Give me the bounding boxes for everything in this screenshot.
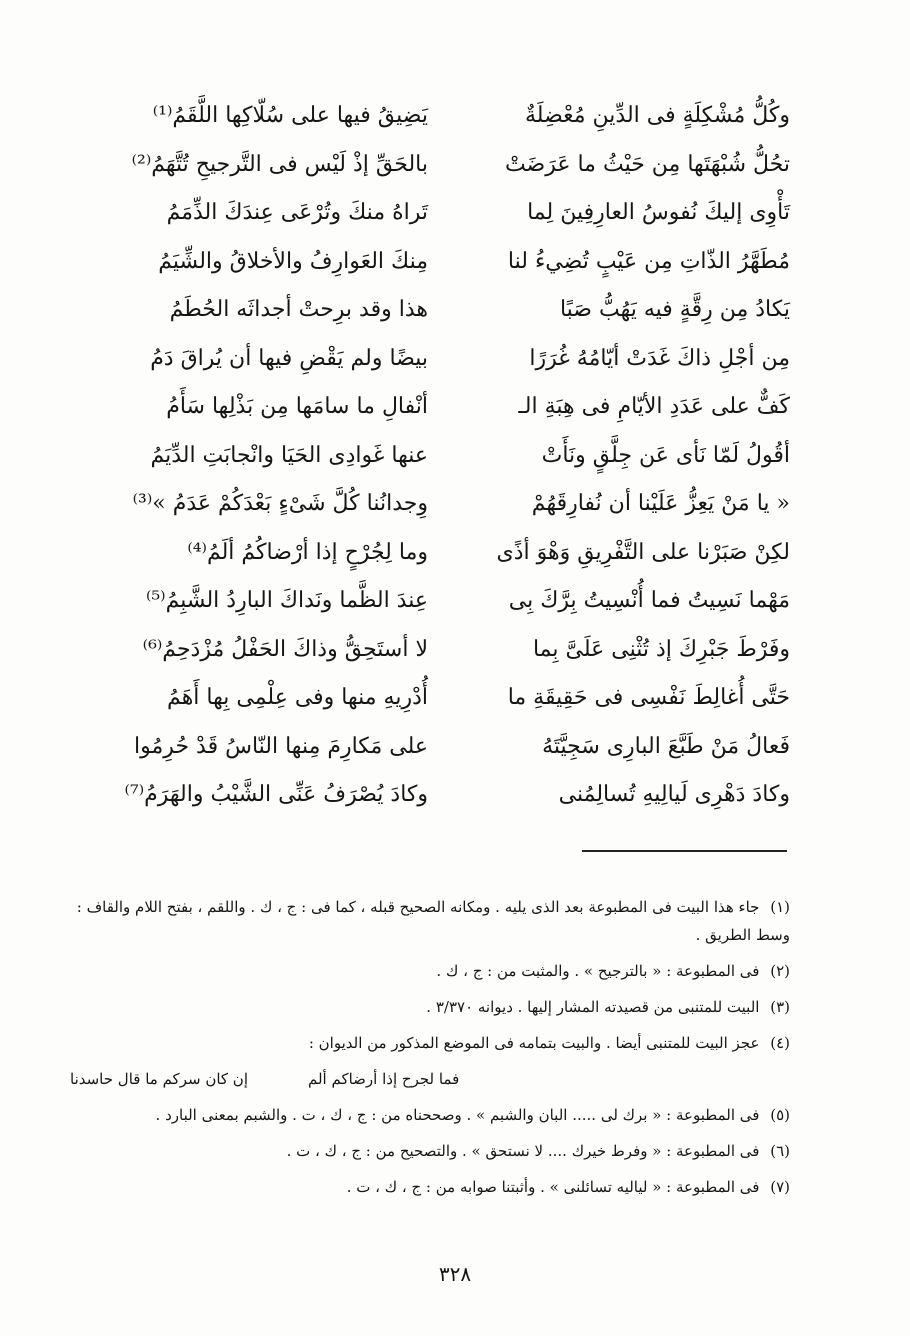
verse-second-hemistich: أنْفالِ ما سامَها مِن بَذْلِها سَأَمُ	[166, 394, 428, 420]
verse-first-hemistich: أقُولُ لَمّا نَأى عَن جِلَّقٍ ونَأَتْ	[541, 442, 790, 468]
footnote-number: (١)	[770, 898, 790, 916]
verse-second-hemistich: هذا وقد برِحتْ أجداثَه الحُطَمُ	[169, 297, 428, 323]
verse-second-hemistich: وما لِجُرْحٍ إذا أرْضاكُمُ ألَمُ⁽⁴⁾	[187, 539, 428, 565]
footnote-number: (٥)	[770, 1106, 790, 1124]
verse-first-hemistich: « يا مَنْ يَعِزُّ عَلَيْنا أن نُفارِقَهُمْ	[531, 491, 790, 517]
footnotes-section	[70, 893, 790, 1209]
footnote-text: جاء هذا البيت فى المطبوعة بعد الذى يليه . ومكانه الصحيح قبله ، كما فى : ج ، ك . واللقم ، بفتح اللام والقاف : وسط الطريق .	[76, 898, 790, 944]
verse-second-hemistich: عِندَ الظَّما ونَداكَ البارِدُ الشَّبِمُ⁽⁵⁾	[145, 588, 428, 614]
verse-first-hemistich: فَعالُ مَنْ طَبَّعَ البارِى سَجِيَّتَهُ	[542, 733, 790, 759]
footnote-number: (٦)	[770, 1142, 790, 1160]
verse-line	[98, 141, 790, 190]
verse-first-hemistich: لكِنْ صَبَرْنا على التَّفْرِيقِ وَهْوَ أذًى	[496, 539, 790, 565]
verse-second-hemistich: وِجدانُنا كُلَّ شَىْءٍ بَعْدَكُمْ عَدَمُ »⁽³⁾	[132, 491, 428, 517]
verse-first-hemistich: وكُلُّ مُشْكِلَةٍ فى الدِّينِ مُعْضِلَةٌ	[524, 103, 790, 129]
verse-line	[98, 432, 790, 481]
footnote-text: فى المطبوعة : « بالترجيح » . والمثبت من : ج ، ك .	[436, 962, 760, 980]
footnote-number: (٢)	[770, 962, 790, 980]
verse-first-hemistich: تَأْوِى إليكَ نُفوسُ العارِفِينَ لِما	[527, 200, 790, 226]
footnote-text: فى المطبوعة : « برك لى ..... البان والشبم » . وصححناه من : ج ، ك ، ت . والشبم بمعنى البارد .	[155, 1106, 760, 1124]
verse-line	[98, 723, 790, 772]
page-number: ٣٢٨	[438, 1262, 472, 1286]
footnote	[70, 1173, 790, 1201]
verse-first-hemistich: وكادَ دَهْرِى لَيالِيهِ تُسالِمُنى	[558, 782, 790, 808]
verse-first-hemistich: تحُلُّ شُبْهَتَها مِن حَيْثُ ما عَرَضَتْ	[504, 151, 790, 177]
footnote-text: عجز البيت للمتنبى أيضا . والبيت بتمامه فى الموضع المذكور من الديوان :	[308, 1034, 760, 1052]
quoted-verse-second: فما لجرح إذا أرضاكم ألم	[308, 1070, 460, 1088]
verse-line	[98, 529, 790, 578]
verse-line	[98, 771, 790, 820]
verse-second-hemistich: تَراهُ منكَ وتُرْعَى عِندَكَ الذِّمَمُ	[166, 200, 428, 226]
footnote	[70, 1137, 790, 1165]
verse-first-hemistich: مَهْما نَسِيتُ فما أُنْسِيتُ بِرَّكَ بِى	[508, 588, 790, 614]
verse-first-hemistich: يَكادُ مِن رِقَّةٍ فيه يَهُبُّ صَبًا	[559, 297, 790, 323]
verse-line	[98, 577, 790, 626]
footnote	[70, 1029, 790, 1057]
footnote	[70, 993, 790, 1021]
verse-line	[98, 383, 790, 432]
verse-second-hemistich: وكادَ يُصْرَفُ عَنِّى الشَّيْبُ والهَرَمُ⁽⁷⁾	[124, 782, 428, 808]
verse-line	[98, 626, 790, 675]
footnote-divider	[582, 850, 787, 852]
verse-first-hemistich: كَفٌّ على عَدَدِ الأيّامِ فى هِبَةِ الـ	[518, 394, 790, 420]
verse-first-hemistich: مُطَهَّرُ الذّاتِ مِن عَيْبٍ تُضِيءُ لنا	[507, 248, 790, 274]
verse-first-hemistich: مِن أجْلِ ذاكَ غَدَتْ أيّامُهُ غُرَرًا	[529, 345, 790, 371]
verse-second-hemistich: لا أستَحِقُّ وذاكَ الحَفْلُ مُزْدَحِمُ⁽⁶⁾	[142, 636, 428, 662]
verse-line	[98, 480, 790, 529]
footnote-number: (٤)	[770, 1034, 790, 1052]
verse-line	[98, 92, 790, 141]
footnote	[70, 1101, 790, 1129]
footnote-text: فى المطبوعة : « لياليه تسائلنى » . وأثبتنا صوابه من : ج ، ك ، ت .	[346, 1178, 760, 1196]
verse-first-hemistich: وفَرْطَ جَبْرِكَ إذ تُثْنِى عَلَىَّ بِما	[532, 636, 790, 662]
footnote	[70, 957, 790, 985]
footnote	[70, 893, 790, 949]
verse-line	[98, 286, 790, 335]
verse-line	[98, 238, 790, 287]
verse-second-hemistich: بيضًا ولم يَقْضِ فيها أن يُراقَ دَمُ	[150, 345, 428, 371]
verse-first-hemistich: حَتَّى أُغالِطَ نَفْسِى فى حَقِيقَةِ ما	[507, 685, 790, 711]
quoted-verse-first: إن كان سركم ما قال حاسدنا	[70, 1070, 248, 1088]
verse-line	[98, 335, 790, 384]
verse-line	[98, 189, 790, 238]
footnote-number: (٧)	[770, 1178, 790, 1196]
quoted-verse	[70, 1065, 790, 1093]
footnote-text: البيت للمتنبى من قصيدته المشار إليها . ديوانه ٣/٣٧٠ .	[426, 998, 760, 1016]
verse-second-hemistich: على مَكارِمَ مِنها النّاسُ قَدْ حُرِمُوا	[134, 733, 428, 759]
verse-line	[98, 674, 790, 723]
poem-block	[98, 92, 790, 820]
verse-second-hemistich: بالحَقِّ إذْ لَيْس فى التَّرجيحِ تُتَّهَمُ⁽²⁾	[131, 151, 428, 177]
footnote-text: فى المطبوعة : « وفرط خيرك .... لا نستحق » . والتصحيح من : ج ، ك ، ت .	[286, 1142, 760, 1160]
footnote-number: (٣)	[770, 998, 790, 1016]
verse-second-hemistich: يَضِيقُ فيها على سُلّاكِها اللَّقَمُ⁽¹⁾	[152, 103, 428, 129]
verse-second-hemistich: عنها غَوادِى الحَيَا وانْجابَتِ الدِّيَمُ	[150, 442, 428, 468]
verse-second-hemistich: أُدْرِيهِ منها وفى عِلْمِى بِها أَهَمُ	[167, 685, 428, 711]
verse-second-hemistich: مِنكَ العَوارِفُ والأخلاقُ والشِّيَمُ	[158, 248, 428, 274]
